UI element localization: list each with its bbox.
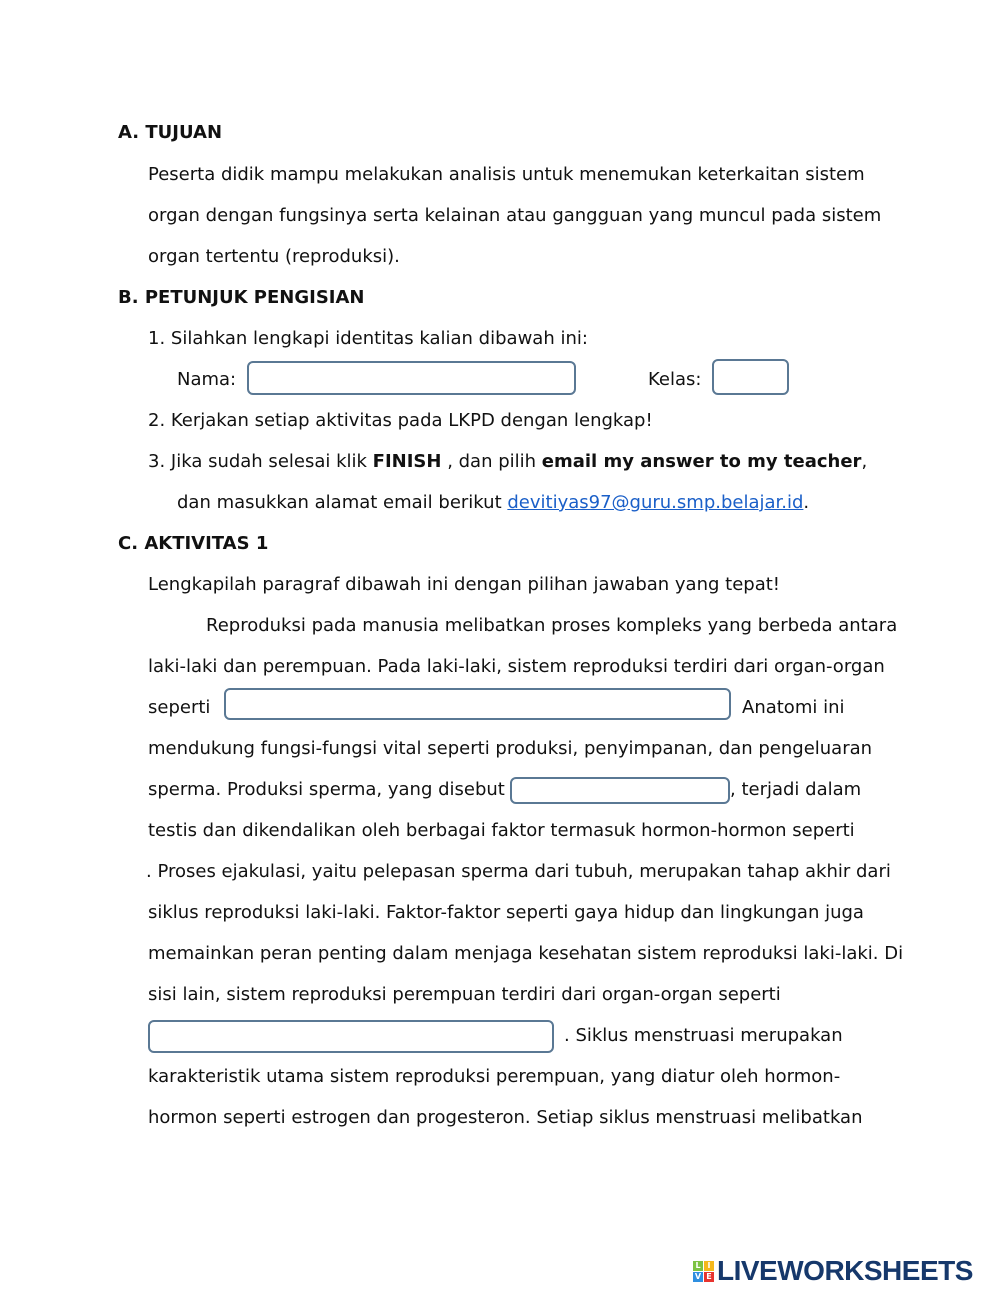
- paragraph-line: Anatomi ini: [742, 697, 845, 718]
- paragraph-line: mendukung fungsi-fungsi vital seperti produksi, penyimpanan, dan pengeluaran: [148, 738, 873, 759]
- section-b-title: B. PETUNJUK PENGISIAN: [118, 287, 365, 308]
- logo-tile: E: [704, 1272, 714, 1282]
- paragraph-line: sisi lain, sistem reproduksi perempuan terdiri dari organ-organ seperti: [148, 984, 781, 1005]
- instr3-end: ,: [861, 451, 868, 472]
- instruction-2: 2. Kerjakan setiap aktivitas pada LKPD dengan lengkap!: [148, 410, 653, 431]
- paragraph-line: karakteristik utama sistem reproduksi perempuan, yang diatur oleh hormon-: [148, 1066, 841, 1087]
- nama-input[interactable]: [247, 361, 576, 395]
- instruction-3: [148, 450, 867, 474]
- paragraph-line: sperma. Produksi sperma, yang disebut: [148, 779, 505, 800]
- male-organs-input[interactable]: [224, 688, 731, 720]
- section-a-title: A. TUJUAN: [118, 122, 223, 143]
- instruction-1: 1. Silahkan lengkapi identitas kalian dibawah ini:: [148, 328, 588, 349]
- paragraph-line: testis dan dikendalikan oleh berbagai faktor termasuk hormon-hormon seperti: [148, 820, 855, 841]
- spermatogenesis-input[interactable]: [510, 777, 730, 804]
- instr3-dot: .: [803, 492, 810, 513]
- goal-line-2: organ dengan fungsinya serta kelainan atau gangguan yang muncul pada sistem: [148, 205, 882, 226]
- kelas-input[interactable]: [712, 359, 789, 395]
- activity-instruction: Lengkapilah paragraf dibawah ini dengan pilihan jawaban yang tepat!: [148, 574, 781, 595]
- nama-label: Nama:: [177, 369, 237, 390]
- paragraph-line: siklus reproduksi laki-laki. Faktor-faktor seperti gaya hidup dan lingkungan juga: [148, 902, 864, 923]
- paragraph-line: Reproduksi pada manusia melibatkan proses kompleks yang berbeda antara: [206, 615, 898, 636]
- paragraph-line: . Proses ejakulasi, yaitu pelepasan sperma dari tubuh, merupakan tahap akhir dari: [146, 861, 891, 882]
- instr3-mid: , dan pilih: [441, 451, 542, 472]
- finish-text: FINISH: [372, 451, 442, 472]
- paragraph-line: laki-laki dan perempuan. Pada laki-laki, sistem reproduksi terdiri dari organ-organ: [148, 656, 885, 677]
- paragraph-line: . Siklus menstruasi merupakan: [564, 1025, 843, 1046]
- liveworksheets-logo: [693, 1255, 973, 1287]
- instr3-line2-text: dan masukkan alamat email berikut: [177, 492, 508, 513]
- instr3-text: 3. Jika sudah selesai klik: [148, 451, 373, 472]
- goal-line-1: Peserta didik mampu melakukan analisis untuk menemukan keterkaitan sistem: [148, 164, 865, 185]
- paragraph-line: memainkan peran penting dalam menjaga kesehatan sistem reproduksi laki-laki. Di: [148, 943, 904, 964]
- section-c-title: C. AKTIVITAS 1: [118, 533, 269, 554]
- female-organs-input[interactable]: [148, 1020, 554, 1053]
- logo-tile: L: [693, 1261, 703, 1271]
- logo-tiles-icon: [693, 1261, 714, 1282]
- paragraph-line: hormon seperti estrogen dan progesteron. Setiap siklus menstruasi melibatkan: [148, 1107, 863, 1128]
- instruction-3-line-2: [177, 491, 809, 515]
- logo-tile: V: [694, 1271, 702, 1281]
- logo-text: LIVEWORKSHEETS: [717, 1255, 973, 1286]
- teacher-email-link[interactable]: devitiyas97@guru.smp.belajar.id: [507, 492, 804, 513]
- paragraph-line: seperti: [148, 697, 211, 718]
- email-option-text: email my answer to my teacher: [541, 451, 862, 472]
- paragraph-line: , terjadi dalam: [730, 779, 862, 800]
- kelas-label: Kelas:: [648, 369, 702, 390]
- logo-tile: I: [704, 1261, 714, 1271]
- goal-line-3: organ tertentu (reproduksi).: [148, 246, 400, 267]
